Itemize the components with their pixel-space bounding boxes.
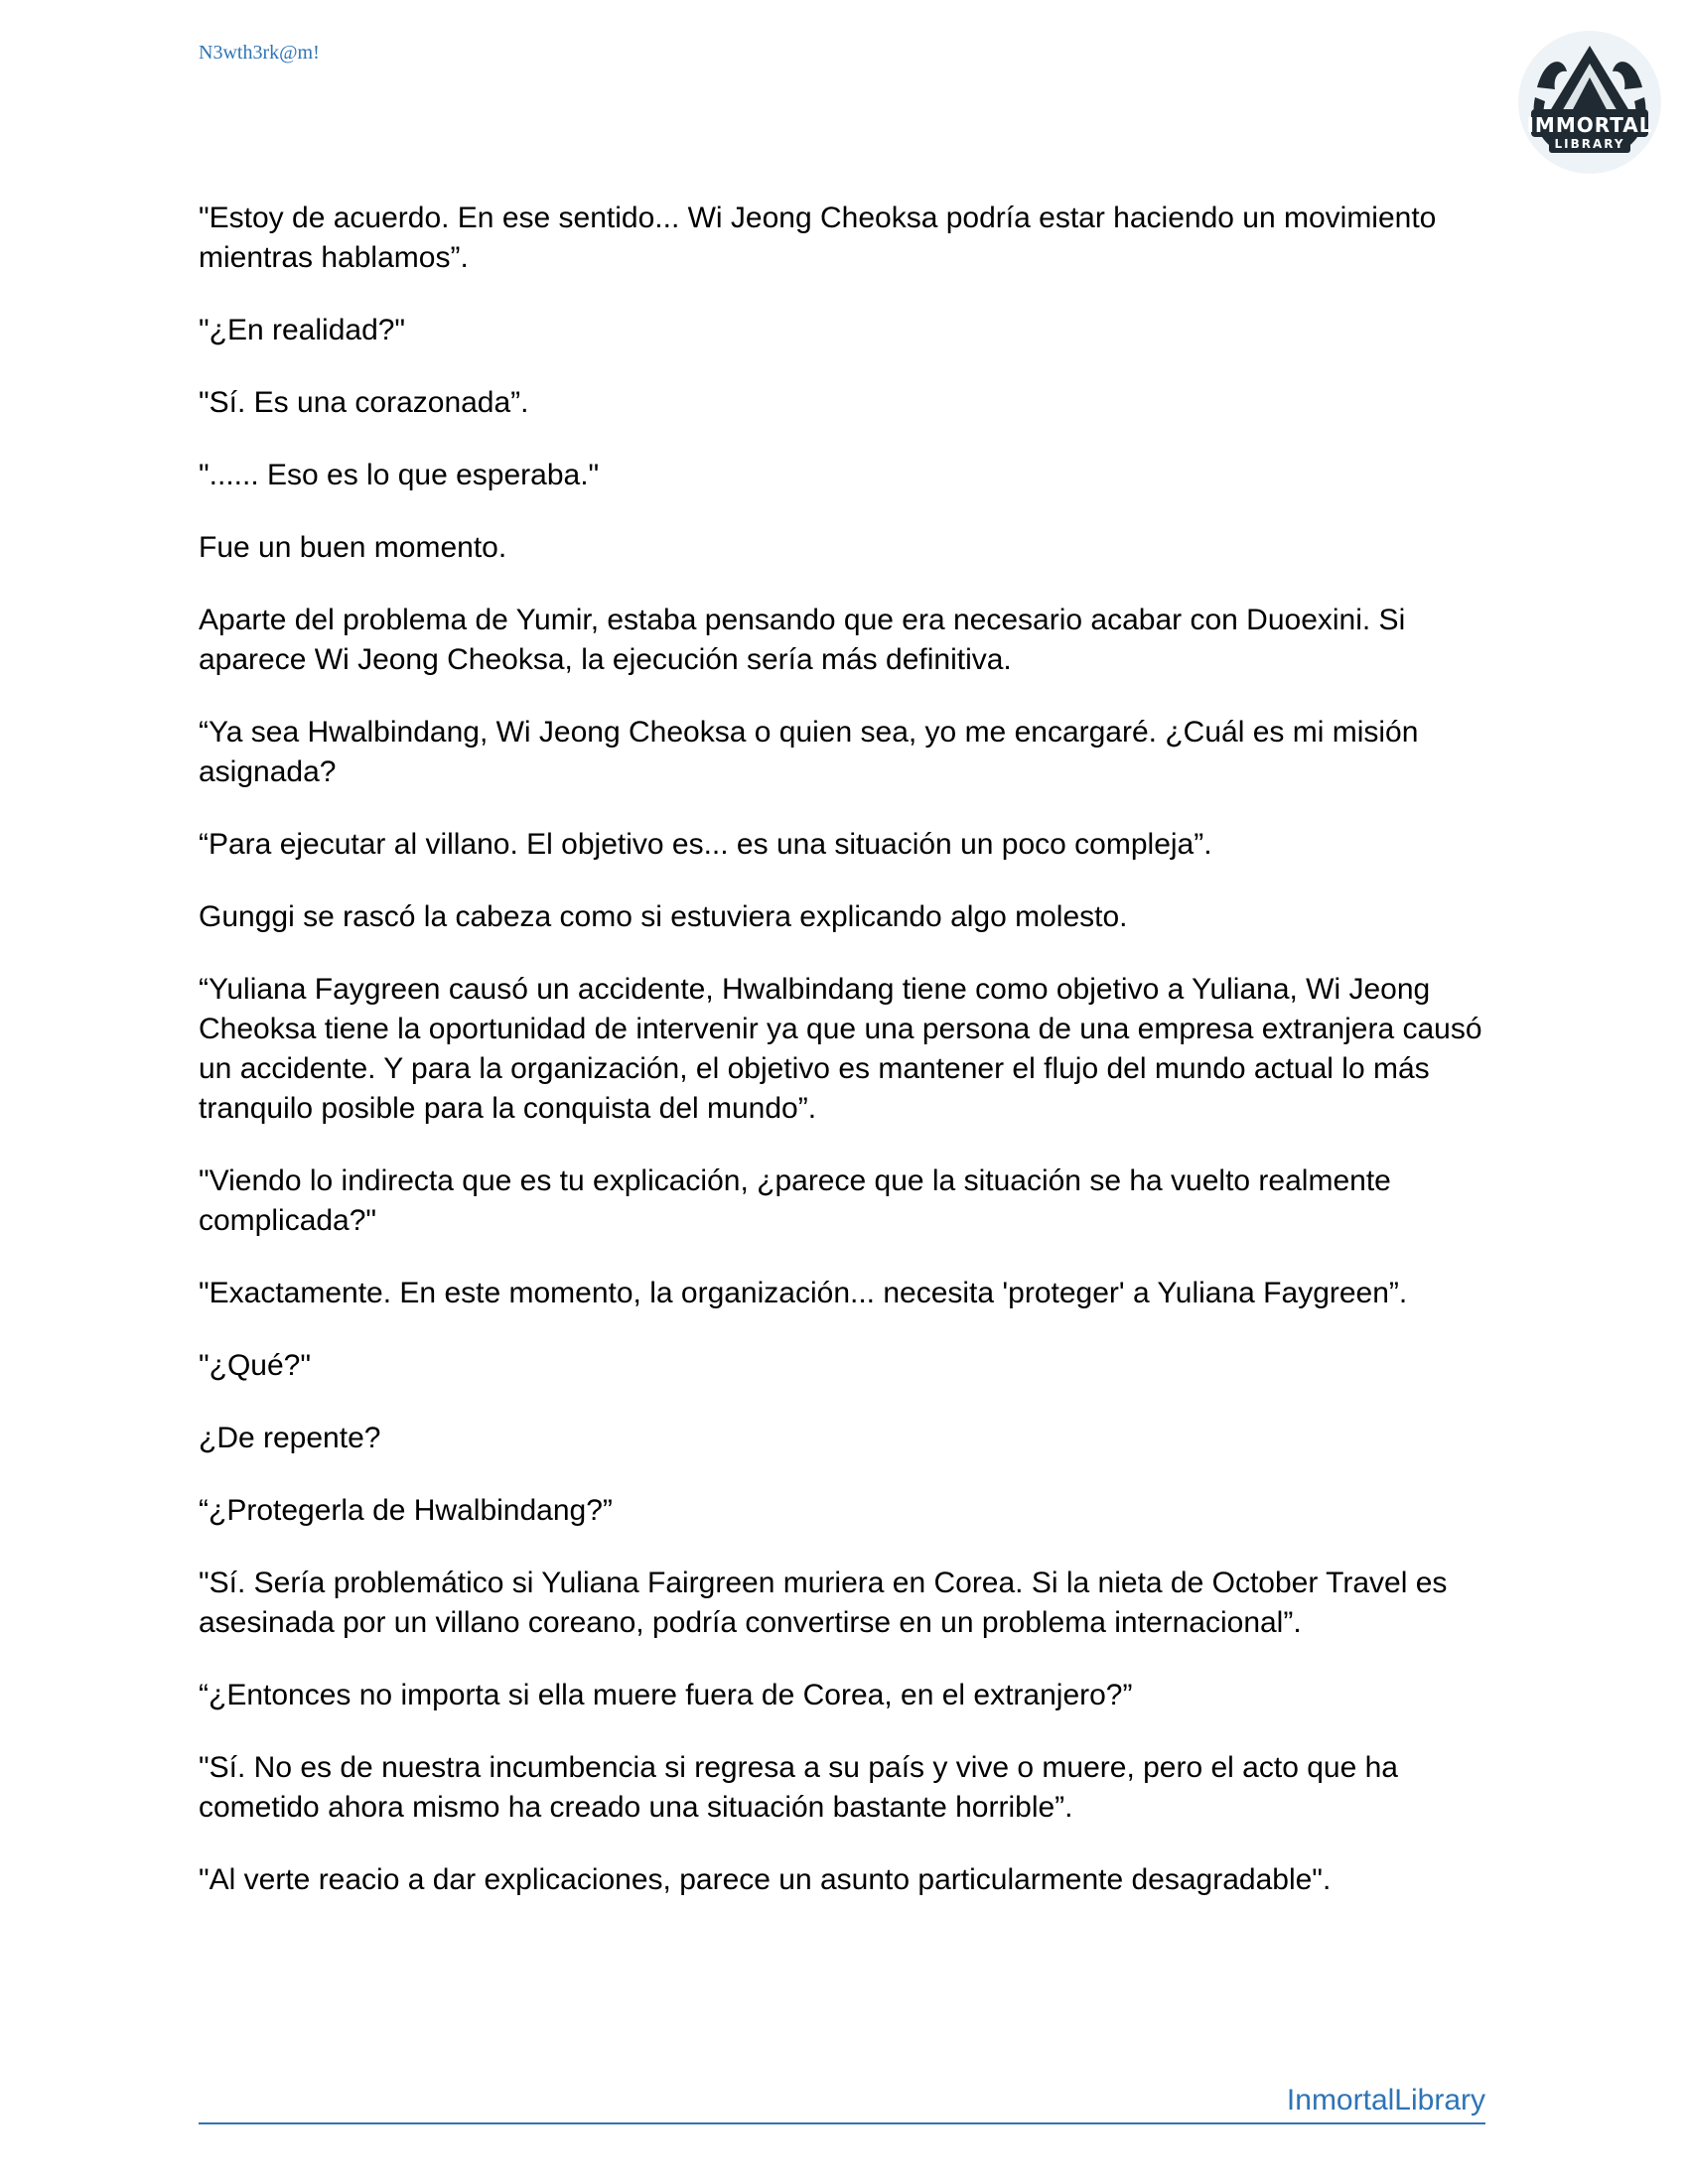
- paragraph: "Al verte reacio a dar explicaciones, parece un asunto particularmente desagradable".: [199, 1863, 1332, 1896]
- logo-text-library: LIBRARY: [1554, 137, 1625, 151]
- header-watermark: N3wth3rk@m!: [199, 42, 320, 64]
- paragraph: “Ya sea Hwalbindang, Wi Jeong Cheoksa o quien sea, yo me encargaré. ¿Cuál es mi misión asignada?: [199, 716, 1419, 788]
- paragraph: “Yuliana Faygreen causó un accidente, Hwalbindang tiene como objetivo a Yuliana, Wi Jeong Cheoksa tiene la oportunidad de intervenir ya que una persona de una empresa extranjera causó un accidente. Y para la organización, el objetivo es mantener el flujo del mundo actual lo más tranquilo posible para la conquista del mundo”.: [199, 973, 1482, 1125]
- paragraph: "...... Eso es lo que esperaba.": [199, 459, 600, 491]
- paragraph: Aparte del problema de Yumir, estaba pensando que era necesario acabar con Duoexini. Si aparece Wi Jeong Cheoksa, la ejecución sería más definitiva.: [199, 604, 1406, 676]
- paragraph: "Viendo lo indirecta que es tu explicación, ¿parece que la situación se ha vuelto realmente complicada?": [199, 1164, 1391, 1237]
- paragraph: "Sí. Es una corazonada”.: [199, 386, 529, 419]
- document-body: [199, 199, 1499, 1933]
- paragraph: "Sí. Sería problemático si Yuliana Fairgreen muriera en Corea. Si la nieta de October Travel es asesinada por un villano coreano, podría convertirse en un problema internacional”.: [199, 1567, 1448, 1639]
- paragraph: ¿De repente?: [199, 1422, 381, 1454]
- paragraph: "Sí. No es de nuestra incumbencia si regresa a su país y vive o muere, pero el acto que ha cometido ahora mismo ha creado una situación bastante horrible”.: [199, 1751, 1398, 1824]
- footer-link[interactable]: InmortalLibrary: [199, 2081, 1485, 2124]
- logo-emblem: [1515, 28, 1664, 177]
- paragraph: “¿Entonces no importa si ella muere fuera de Corea, en el extranjero?”: [199, 1679, 1133, 1711]
- paragraph: "Exactamente. En este momento, la organización... necesita 'proteger' a Yuliana Faygreen”.: [199, 1277, 1408, 1309]
- paragraph: "¿Qué?": [199, 1349, 312, 1382]
- immortal-library-logo-icon: [1515, 28, 1664, 177]
- paragraph: Gunggi se rascó la cabeza como si estuviera explicando algo molesto.: [199, 900, 1128, 933]
- paragraph: “¿Protegerla de Hwalbindang?”: [199, 1494, 613, 1527]
- paragraph: Fue un buen momento.: [199, 531, 507, 564]
- logo-text-immortal: IMMORTAL: [1526, 113, 1653, 137]
- paragraph: "Estoy de acuerdo. En ese sentido... Wi Jeong Cheoksa podría estar haciendo un movimiento mientras hablamos”.: [199, 202, 1437, 274]
- paragraph: “Para ejecutar al villano. El objetivo es... es una situación un poco compleja”.: [199, 828, 1212, 861]
- paragraph: "¿En realidad?": [199, 314, 406, 346]
